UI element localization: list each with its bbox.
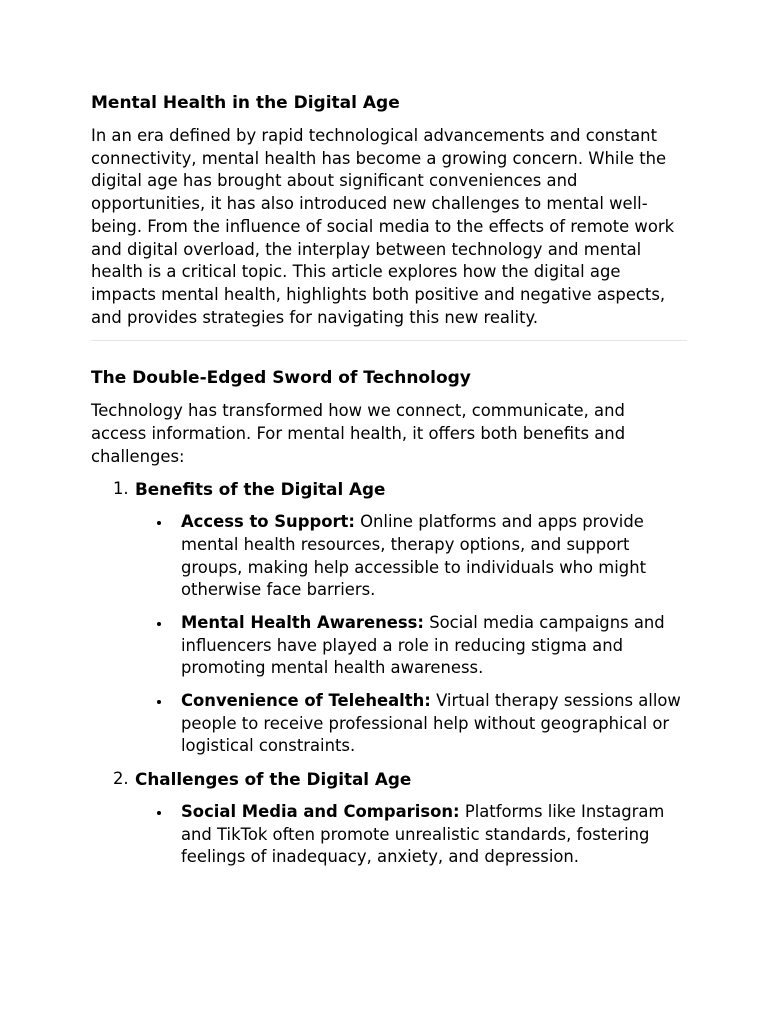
bullet-list — [135, 511, 683, 758]
bullet-text: Virtual therapy sessions allow people to receive professional help without geographical or logistical constraints. — [181, 691, 681, 756]
intro-paragraph: In an era defined by rapid technological advancements and constant connectivity, mental health has become a growing concern. While the digital age has brought about significant conveniences and opportunities, it has also introduced new challenges to mental well-being. From the influence of social media to the effects of remote work and digital overload, the interplay between technology and mental health is a critical topic. This article explores how the digital age impacts mental health, highlights both positive and negative aspects, and provides strategies for navigating this new reality. — [91, 126, 675, 327]
list-item-title: Benefits of the Digital Age — [135, 479, 386, 500]
bullet-text: Social media campaigns and influencers have played a role in reducing stigma and promoting mental health awareness. — [181, 612, 665, 678]
bullet-term: Convenience of Telehealth: — [181, 691, 431, 711]
bullet-list — [135, 801, 683, 869]
document-title: Mental Health in the Digital Age — [91, 93, 400, 113]
list-number: 1. — [113, 479, 129, 499]
bullet-item — [135, 801, 683, 869]
bullet-icon — [157, 521, 161, 525]
bullet-item — [135, 511, 683, 602]
bullet-text: Platforms like Instagram and TikTok often promote unrealistic standards, fostering feelings of inadequacy, anxiety, and depression. — [181, 801, 665, 867]
bullet-term: Mental Health Awareness: — [181, 612, 424, 632]
section-intro-paragraph: Technology has transformed how we connect, communicate, and access information. For mental health, it offers both benefits and challenges: — [91, 401, 626, 466]
section-heading: The Double-Edged Sword of Technology — [91, 368, 471, 389]
list-item-title: Challenges of the Digital Age — [135, 769, 412, 790]
document-page — [91, 92, 683, 879]
bullet-term: Access to Support: — [181, 512, 355, 532]
list-number: 2. — [113, 769, 129, 789]
bullet-item — [135, 612, 683, 680]
bullet-item — [135, 690, 683, 758]
numbered-list-item-challenges — [91, 768, 683, 869]
numbered-list — [91, 478, 683, 869]
section-divider — [91, 340, 687, 341]
bullet-icon — [157, 811, 161, 815]
numbered-list-item-benefits — [91, 478, 683, 758]
bullet-icon — [157, 700, 161, 704]
bullet-icon — [157, 622, 161, 626]
bullet-term: Social Media and Comparison: — [181, 801, 460, 821]
bullet-text: Online platforms and apps provide mental health resources, therapy options, and support groups, making help accessible to individuals who might otherwise face barriers. — [181, 512, 647, 600]
